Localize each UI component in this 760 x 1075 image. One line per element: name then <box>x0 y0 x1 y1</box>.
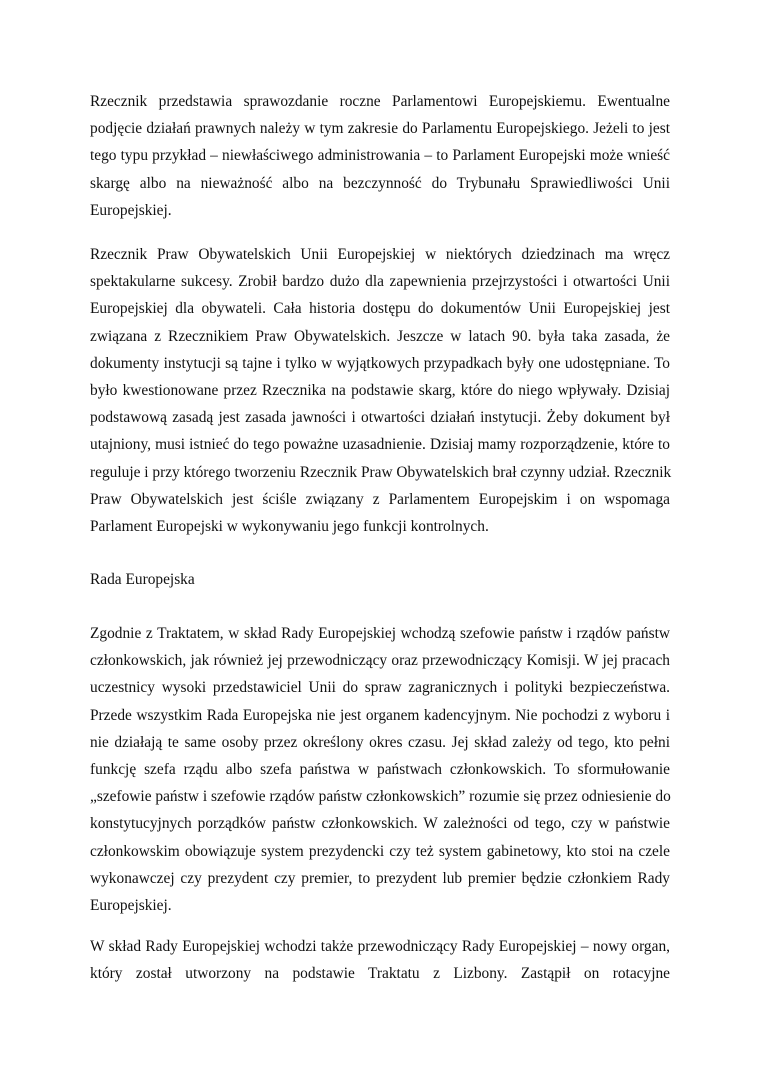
text-line: Parlament Europejski w wykonywaniu jego funkcji kontrolnych. <box>90 518 489 536</box>
text-line: podstawową zasadą jest zasada jawności i otwartości działań instytucji. Żeby dokument był <box>90 409 670 427</box>
text-line: wykonawczej czy prezydent czy premier, to prezydent lub premier będzie członkiem Rady <box>90 869 670 887</box>
text-line: Przede wszystkim Rada Europejska nie jest organem kadencyjnym. Nie pochodzi z wyboru i <box>90 706 670 724</box>
text-line: Rzecznik przedstawia sprawozdanie roczne Parlamentowi Europejskiemu. Ewentualne <box>90 93 670 110</box>
text-line: funkcję szefa rządu albo szefa państwa w państwach członkowskich. To sformułowanie <box>90 761 670 779</box>
text-line: W skład Rady Europejskiej wchodzi także przewodniczący Rady Europejskiej – nowy organ, <box>90 938 670 955</box>
text-line: było kwestionowane przez Rzecznika na podstawie skarg, które do niego wpływały. Dzisiaj <box>90 382 670 400</box>
section-heading <box>90 566 670 593</box>
text-line: Europejskiej. <box>90 201 172 219</box>
paragraph-council-president <box>90 933 670 987</box>
text-line: uczestnicy wysoki przedstawiciel Unii do spraw zagranicznych i polityki bezpieczeństwa. <box>90 679 670 697</box>
text-line: członkowskich, jak również jej przewodniczący oraz przewodniczący Komisji. W jej pracach <box>90 652 670 670</box>
paragraph-ombudsman-report <box>90 88 670 224</box>
paragraph-european-council-composition <box>90 620 670 919</box>
text-line: Praw Obywatelskich jest ściśle związany z Parlamentem Europejskim i on wspomaga <box>90 490 670 508</box>
text-line: tego typu przykład – niewłaściwego administrowania – to Parlament Europejski może wnieść <box>90 147 670 165</box>
heading-rada-europejska: Rada Europejska <box>90 571 195 588</box>
text-line: konstytucyjnych porządków państw członkowskich. W zależności od tego, czy w państwie <box>90 815 670 833</box>
text-line: Rzecznik Praw Obywatelskich Unii Europejskiej w niektórych dziedzinach ma wręcz <box>90 246 670 263</box>
paragraph-ombudsman-successes <box>90 241 670 540</box>
text-line: reguluje i przy którego tworzeniu Rzecznik Praw Obywatelskich brał czynny udział. Rzecznik <box>90 463 672 481</box>
text-line: „szefowie państw i szefowie rządów państw członkowskich” rozumie się przez odniesienie do <box>90 788 671 806</box>
text-line: Europejskiej dla obywateli. Cała historia dostępu do dokumentów Unii Europejskiej jest <box>90 300 670 318</box>
text-line: spektakularne sukcesy. Zrobił bardzo dużo dla zapewnienia przejrzystości i otwartości Unii <box>90 273 670 291</box>
text-line: podjęcie działań prawnych należy w tym zakresie do Parlamentu Europejskiego. Jeżeli to jest <box>90 120 670 138</box>
text-line: nie działają te same osoby przez określony okres czasu. Jej skład zależy od tego, kto pełni <box>90 733 670 751</box>
text-line: członkowskim obowiązuje system prezydencki czy też system gabinetowy, kto stoi na czele <box>90 842 670 860</box>
text-line: Europejskiej. <box>90 897 172 915</box>
text-line: który został utworzony na podstawie Traktatu z Lizbony. Zastąpił on rotacyjne <box>90 965 670 983</box>
text-line: dokumenty instytucji są tajne i tylko w wyjątkowych przypadkach były one udostępniane. To <box>90 354 670 372</box>
text-line: utajniony, musi istnieć do tego poważne uzasadnienie. Dzisiaj mamy rozporządzenie, które to <box>90 436 670 454</box>
text-line: skargę albo na nieważność albo na bezczynność do Trybunału Sprawiedliwości Unii <box>90 174 670 192</box>
text-line: Zgodnie z Traktatem, w skład Rady Europejskiej wchodzą szefowie państw i rządów państw <box>90 625 670 642</box>
text-line: związana z Rzecznikiem Praw Obywatelskich. Jeszcze w latach 90. była taka zasada, że <box>90 327 670 345</box>
